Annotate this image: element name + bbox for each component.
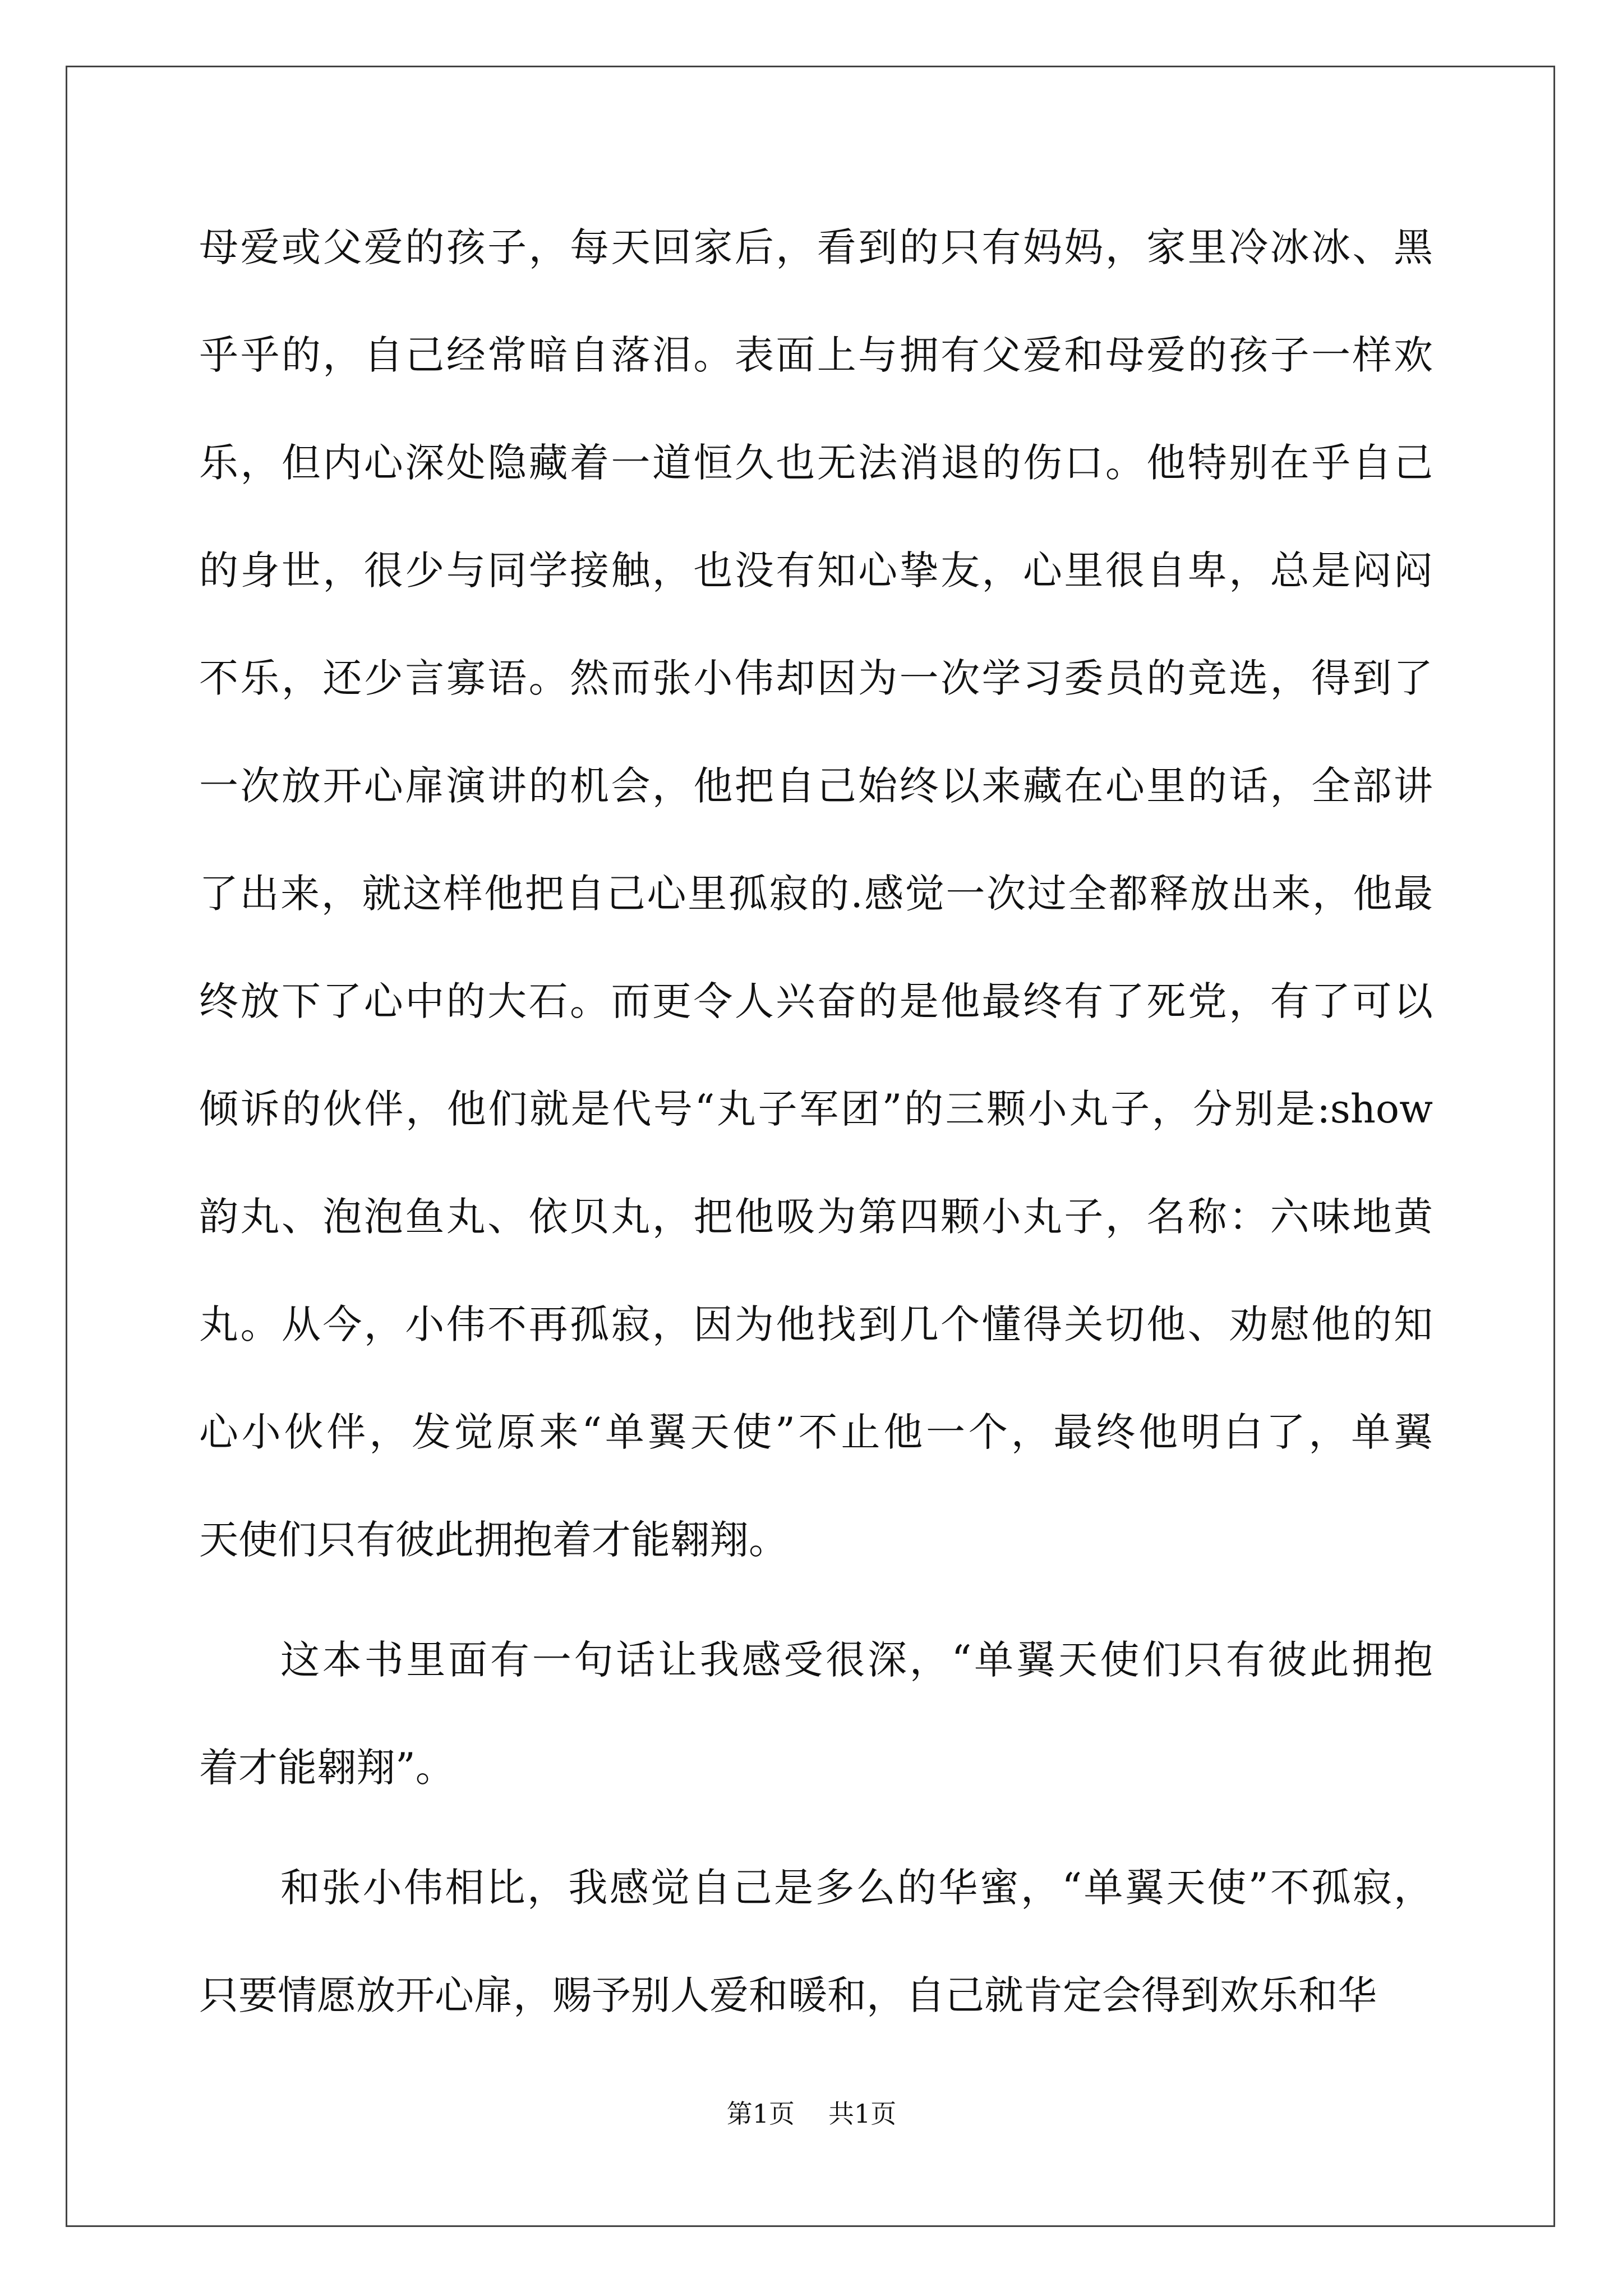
paragraph-3-line-1: 和张小伟相比，我感觉自己是多么的华蜜，“单翼天使”不孤寂， xyxy=(280,1865,1433,1911)
paragraph-3-line-2: 只要情愿放开心扉，赐予别人爱和暖和，自己就肯定会得到欢乐和华 xyxy=(199,1972,1377,2018)
paragraph-1-line-4: 的身世，很少与同学接触，也没有知心挚友，心里很自卑，总是闷闷 xyxy=(199,547,1433,593)
paragraph-1-line-9: 倾诉的伙伴，他们就是代号“丸子军团”的三颗小丸子，分别是:show xyxy=(199,1086,1433,1132)
page-number-total: 共1页 xyxy=(828,2099,897,2129)
paragraph-1-line-6: 一次放开心扉演讲的机会，他把自己始终以来藏在心里的话，全部讲 xyxy=(199,763,1433,809)
document-body xyxy=(199,219,1433,2074)
paragraph-1-line-3: 乐，但内心深处隐藏着一道恒久也无法消退的伤口。他特别在乎自己 xyxy=(199,440,1433,486)
paragraph-1-line-10: 韵丸、泡泡鱼丸、依贝丸，把他吸为第四颗小丸子，名称：六味地黄 xyxy=(199,1194,1433,1240)
paragraph-2-line-2: 着才能翱翔”。 xyxy=(199,1745,455,1791)
paragraph-1-line-13: 天使们只有彼此拥抱着才能翱翔。 xyxy=(199,1517,788,1563)
paragraph-1-line-2: 乎乎的，自己经常暗自落泪。表面上与拥有父爱和母爱的孩子一样欢 xyxy=(199,332,1433,378)
paragraph-1-line-7: 了出来，就这样他把自己心里孤寂的.感觉一次过全都释放出来，他最 xyxy=(199,871,1433,917)
paragraph-1-line-1: 母爱或父爱的孩子，每天回家后，看到的只有妈妈，家里冷冰冰、黑 xyxy=(199,224,1433,270)
paragraph-2-line-1: 这本书里面有一句话让我感受很深，“单翼天使们只有彼此拥抱 xyxy=(280,1637,1433,1683)
paragraph-1-line-5: 不乐，还少言寡语。然而张小伟却因为一次学习委员的竞选，得到了 xyxy=(199,655,1433,701)
paragraph-1-line-12: 心小伙伴，发觉原来“单翼天使”不止他一个，最终他明白了，单翼 xyxy=(199,1409,1433,1455)
paragraph-1-line-8: 终放下了心中的大石。而更令人兴奋的是他最终有了死党，有了可以 xyxy=(199,978,1433,1024)
page-footer xyxy=(0,2097,1623,2131)
page-number-current: 第1页 xyxy=(726,2099,795,2129)
paragraph-1-line-11: 丸。从今，小伟不再孤寂，因为他找到几个懂得关切他、劝慰他的知 xyxy=(199,1301,1433,1347)
